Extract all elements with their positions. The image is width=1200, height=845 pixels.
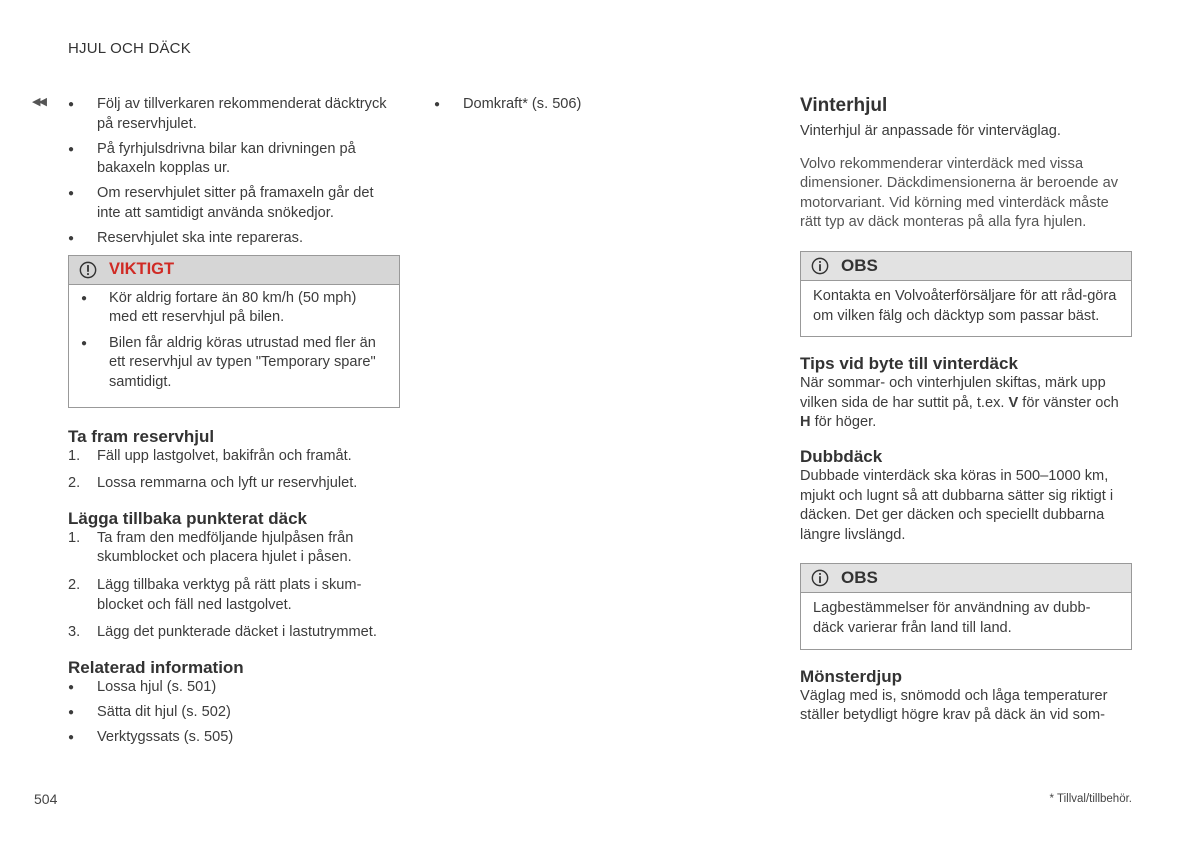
list-item: 1. Ta fram den medföljande hjulpåsen från skumblocket och placera hjulet i påsen. <box>68 529 354 566</box>
warning-label: VIKTIGT <box>109 260 175 279</box>
list-item: 1. Fäll upp lastgolvet, bakifrån och framåt. <box>68 447 352 464</box>
bullet-list <box>68 95 400 249</box>
column-left <box>68 95 400 753</box>
note-label: OBS <box>841 568 878 588</box>
column-right <box>800 95 1132 726</box>
tips-paragraph: När sommar- och vinterhjulen skiftas, märk upp vilken sida de har suttit på, t.ex. V för vänster och H för höger. <box>800 375 1119 431</box>
list-item: ● Följ av tillverkaren rekommenderat däcktryck på reservhjulet. <box>68 95 400 134</box>
note-header <box>801 564 1131 593</box>
related-links <box>434 95 694 115</box>
step-list <box>68 447 400 494</box>
section-heading-ta-fram: Ta fram reservhjul <box>68 426 215 446</box>
section-heading-monsterdjup: Mönsterdjup <box>800 666 902 686</box>
list-item: ● Bilen får aldrig köras utrustad med fler än ett reservhjul av typen "Temporary spare" samtidigt. <box>81 334 387 393</box>
info-icon <box>811 569 829 587</box>
continued-marker-icon: ◀◀ <box>32 96 45 108</box>
warning-header <box>69 256 399 285</box>
warning-icon <box>79 261 97 279</box>
info-icon <box>811 257 829 275</box>
note-box <box>800 251 1132 337</box>
note-header <box>801 252 1131 281</box>
page-number: 504 <box>34 791 58 807</box>
footnote: * Tillval/tillbehör. <box>1049 793 1132 805</box>
list-item: 2. Lossa remmarna och lyft ur reservhjulet. <box>68 475 358 492</box>
warning-box <box>68 255 400 408</box>
list-item: 3. Lägg det punkterade däcket i lastutrymmet. <box>68 624 377 641</box>
step-list <box>68 529 400 643</box>
section-heading-dubbdack: Dubbdäck <box>800 446 883 466</box>
note-body: Lagbestämmelser för användning av dubb-däck varierar från land till land. <box>813 600 1091 636</box>
monsterdjup-paragraph: Väglag med is, snömodd och låga temperaturer ställer betydligt högre krav på däck än vid som- <box>800 687 1108 724</box>
related-link[interactable]: ● Lossa hjul (s. 501) <box>68 678 400 698</box>
list-item: 2. Lägg tillbaka verktyg på rätt plats i skum-blocket och fäll ned lastgolvet. <box>68 577 362 613</box>
list-item: ● Reservhjulet ska inte repareras. <box>68 229 400 249</box>
list-item: ● Kör aldrig fortare än 80 km/h (50 mph) med ett reservhjul på bilen. <box>81 289 387 328</box>
note-box <box>800 563 1132 649</box>
warning-body <box>69 285 399 407</box>
section-heading-related: Relaterad information <box>68 657 244 677</box>
intro-paragraph: Volvo rekommenderar vinterdäck med vissa dimensioner. Däckdimensionerna är beroende av motorvariant. Vid körning med vinterdäck måste rätt typ av däck monteras på alla fyra hjulen. <box>800 155 1119 231</box>
related-links <box>68 678 400 748</box>
subtitle: Vinterhjul är anpassade för vinterväglag. <box>800 123 1061 139</box>
note-body: Kontakta en Volvoåterförsäljare för att råd-göra om vilken fälg och däcktyp som passar bäst. <box>813 287 1117 324</box>
column-middle <box>434 95 694 120</box>
section-heading-lagga-tillbaka: Lägga tillbaka punkterat däck <box>68 508 308 528</box>
page-title: Vinterhjul <box>800 95 888 116</box>
list-item: ● Om reservhjulet sitter på framaxeln går det inte att samtidigt använda snökedjor. <box>68 184 400 223</box>
related-link[interactable]: ● Verktygssats (s. 505) <box>68 728 400 748</box>
list-item: ● På fyrhjulsdrivna bilar kan drivningen på bakaxeln kopplas ur. <box>68 140 400 179</box>
note-label: OBS <box>841 255 878 275</box>
running-header: HJUL OCH DÄCK <box>68 40 191 57</box>
related-link[interactable]: ● Domkraft* (s. 506) <box>434 95 694 115</box>
section-heading-tips: Tips vid byte till vinterdäck <box>800 354 1018 374</box>
dubbdack-paragraph: Dubbade vinterdäck ska köras in 500–1000 km, mjukt och lugnt så att dubbarna sätter sig riktigt i däcken. Det ger däcken och speciellt dubbarna längre livslängd. <box>800 467 1114 543</box>
related-link[interactable]: ● Sätta dit hjul (s. 502) <box>68 703 400 723</box>
